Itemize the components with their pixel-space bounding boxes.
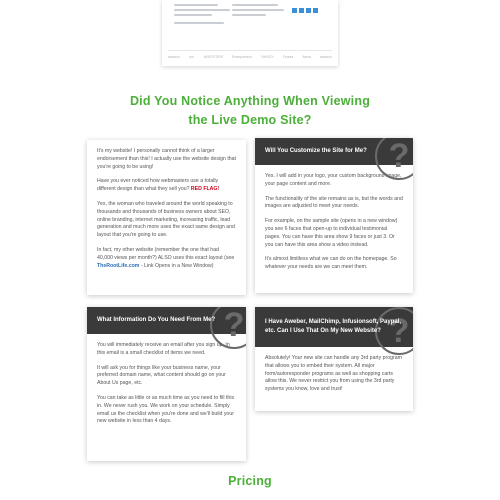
card-title: I Have Aweber, MailChimp, Infusionsoft, Paypal, etc. Can I Use That On My New Website? (265, 319, 402, 334)
card-paragraph (97, 178, 236, 194)
preview-text-line (174, 22, 224, 24)
card-paragraph: You will immediately receive an email after you sign up. In this email is a small checklist of items we need. (97, 342, 230, 356)
card-text: - Link Opens in a New Window) (139, 262, 214, 269)
card-body (87, 334, 246, 441)
card-header (87, 307, 246, 344)
card-paragraph: Absolutely! Your new site can handle any 3rd party program that allows you to embed their system. All major form/autoresponder programs as well as shopping carts allow this. We never restrict you from using the 3rd party systems you know, love and trust! (265, 355, 402, 393)
card-paragraph: It's almost limitless what we can do on the homepage. So whatever your needs are we can meet them. (265, 256, 397, 271)
faq-card-information (87, 307, 246, 461)
press-logo: YAHOO! (260, 55, 274, 59)
card-header (255, 307, 413, 350)
card-paragraph: The functionality of the site remains as is, but the words and images are adjusted to meet your needs. (265, 195, 403, 210)
preview-text-line (232, 9, 284, 11)
preview-text-line (232, 4, 278, 6)
preview-divider (168, 50, 332, 51)
question-mark-icon: ? (375, 307, 413, 355)
card-body (255, 347, 413, 409)
section-heading-line: Did You Notice Anything When Viewing (129, 94, 371, 108)
preview-text-line (232, 14, 266, 16)
card-paragraph: You can take as little or as much time as you need to fill this in. We never rush you. We work on your schedule. Simply email us the checklist when you're done and we'll build your new website in less than 4 days. (97, 394, 235, 425)
question-mark-icon: ? (210, 307, 246, 349)
card-paragraph: It will ask you for things like your business name, your preferred domain name, what content should go on your About Us page, etc. (97, 364, 226, 387)
card-body (87, 140, 246, 285)
card-title: Will You Customize the Site for Me? (265, 148, 367, 154)
card-title: What Information Do You Need From Me? (97, 317, 216, 323)
info-card-endorsement (87, 140, 246, 295)
card-text: Have you ever noticed how webmasters use a totally different design than what they sell you? (97, 178, 219, 193)
social-icon (292, 8, 297, 13)
faq-card-integrations (255, 307, 413, 411)
page-preview-thumbnail (162, 0, 338, 66)
preview-text-line (174, 14, 212, 16)
card-paragraph: It's my website! I personally cannot think of a larger endorsement than this! I actually use the website design that you're going to be using! (97, 148, 236, 170)
question-mark-icon: ? (375, 138, 413, 180)
card-paragraph (97, 247, 236, 270)
card-text: In fact, my other website (remember the one that had 40,000 views per month?) ALSO uses this exact layout (see (97, 246, 235, 261)
red-flag-text: RED FLAG! (190, 186, 220, 193)
therootlife-link[interactable]: TheRootLife.com (97, 262, 140, 269)
press-logo: amazon (168, 55, 180, 59)
social-icon (299, 8, 304, 13)
card-paragraph: Yes. I will add in your logo, your custom background image, your page content and more. (265, 173, 402, 187)
card-paragraph: Yes, the woman who traveled around the world speaking to thousands and thousands of business owners about SEO, online branding, internet marketing, increasing traffic, lead generation and much more uses the exact same design and layout that you're going to use. (97, 200, 235, 239)
press-logo: amazon (320, 55, 332, 59)
section-heading-line: the Live Demo Site? (188, 113, 312, 127)
social-icon (306, 8, 311, 13)
card-body (255, 165, 413, 287)
social-icon (313, 8, 318, 13)
press-logo: Inc. (189, 55, 195, 59)
faq-card-customize (255, 138, 413, 293)
section-heading (0, 92, 500, 130)
press-logo: INVESTORS (203, 55, 223, 59)
press-logo: Forbes (282, 55, 294, 59)
preview-text-line (174, 4, 218, 6)
card-header (255, 138, 413, 175)
card-paragraph: For example, on the sample site (opens in a new window) you see 6 faces that open-up to individual testimonial pages. You can have this area show 9 faces or just 3. Or you can have this area show a video instead. (265, 218, 398, 248)
press-logos-row (168, 54, 332, 60)
press-logo: Alexa (302, 55, 311, 59)
preview-text-line (174, 9, 230, 11)
press-logo: Entrepreneur (232, 55, 252, 59)
pricing-heading: Pricing (228, 474, 272, 488)
